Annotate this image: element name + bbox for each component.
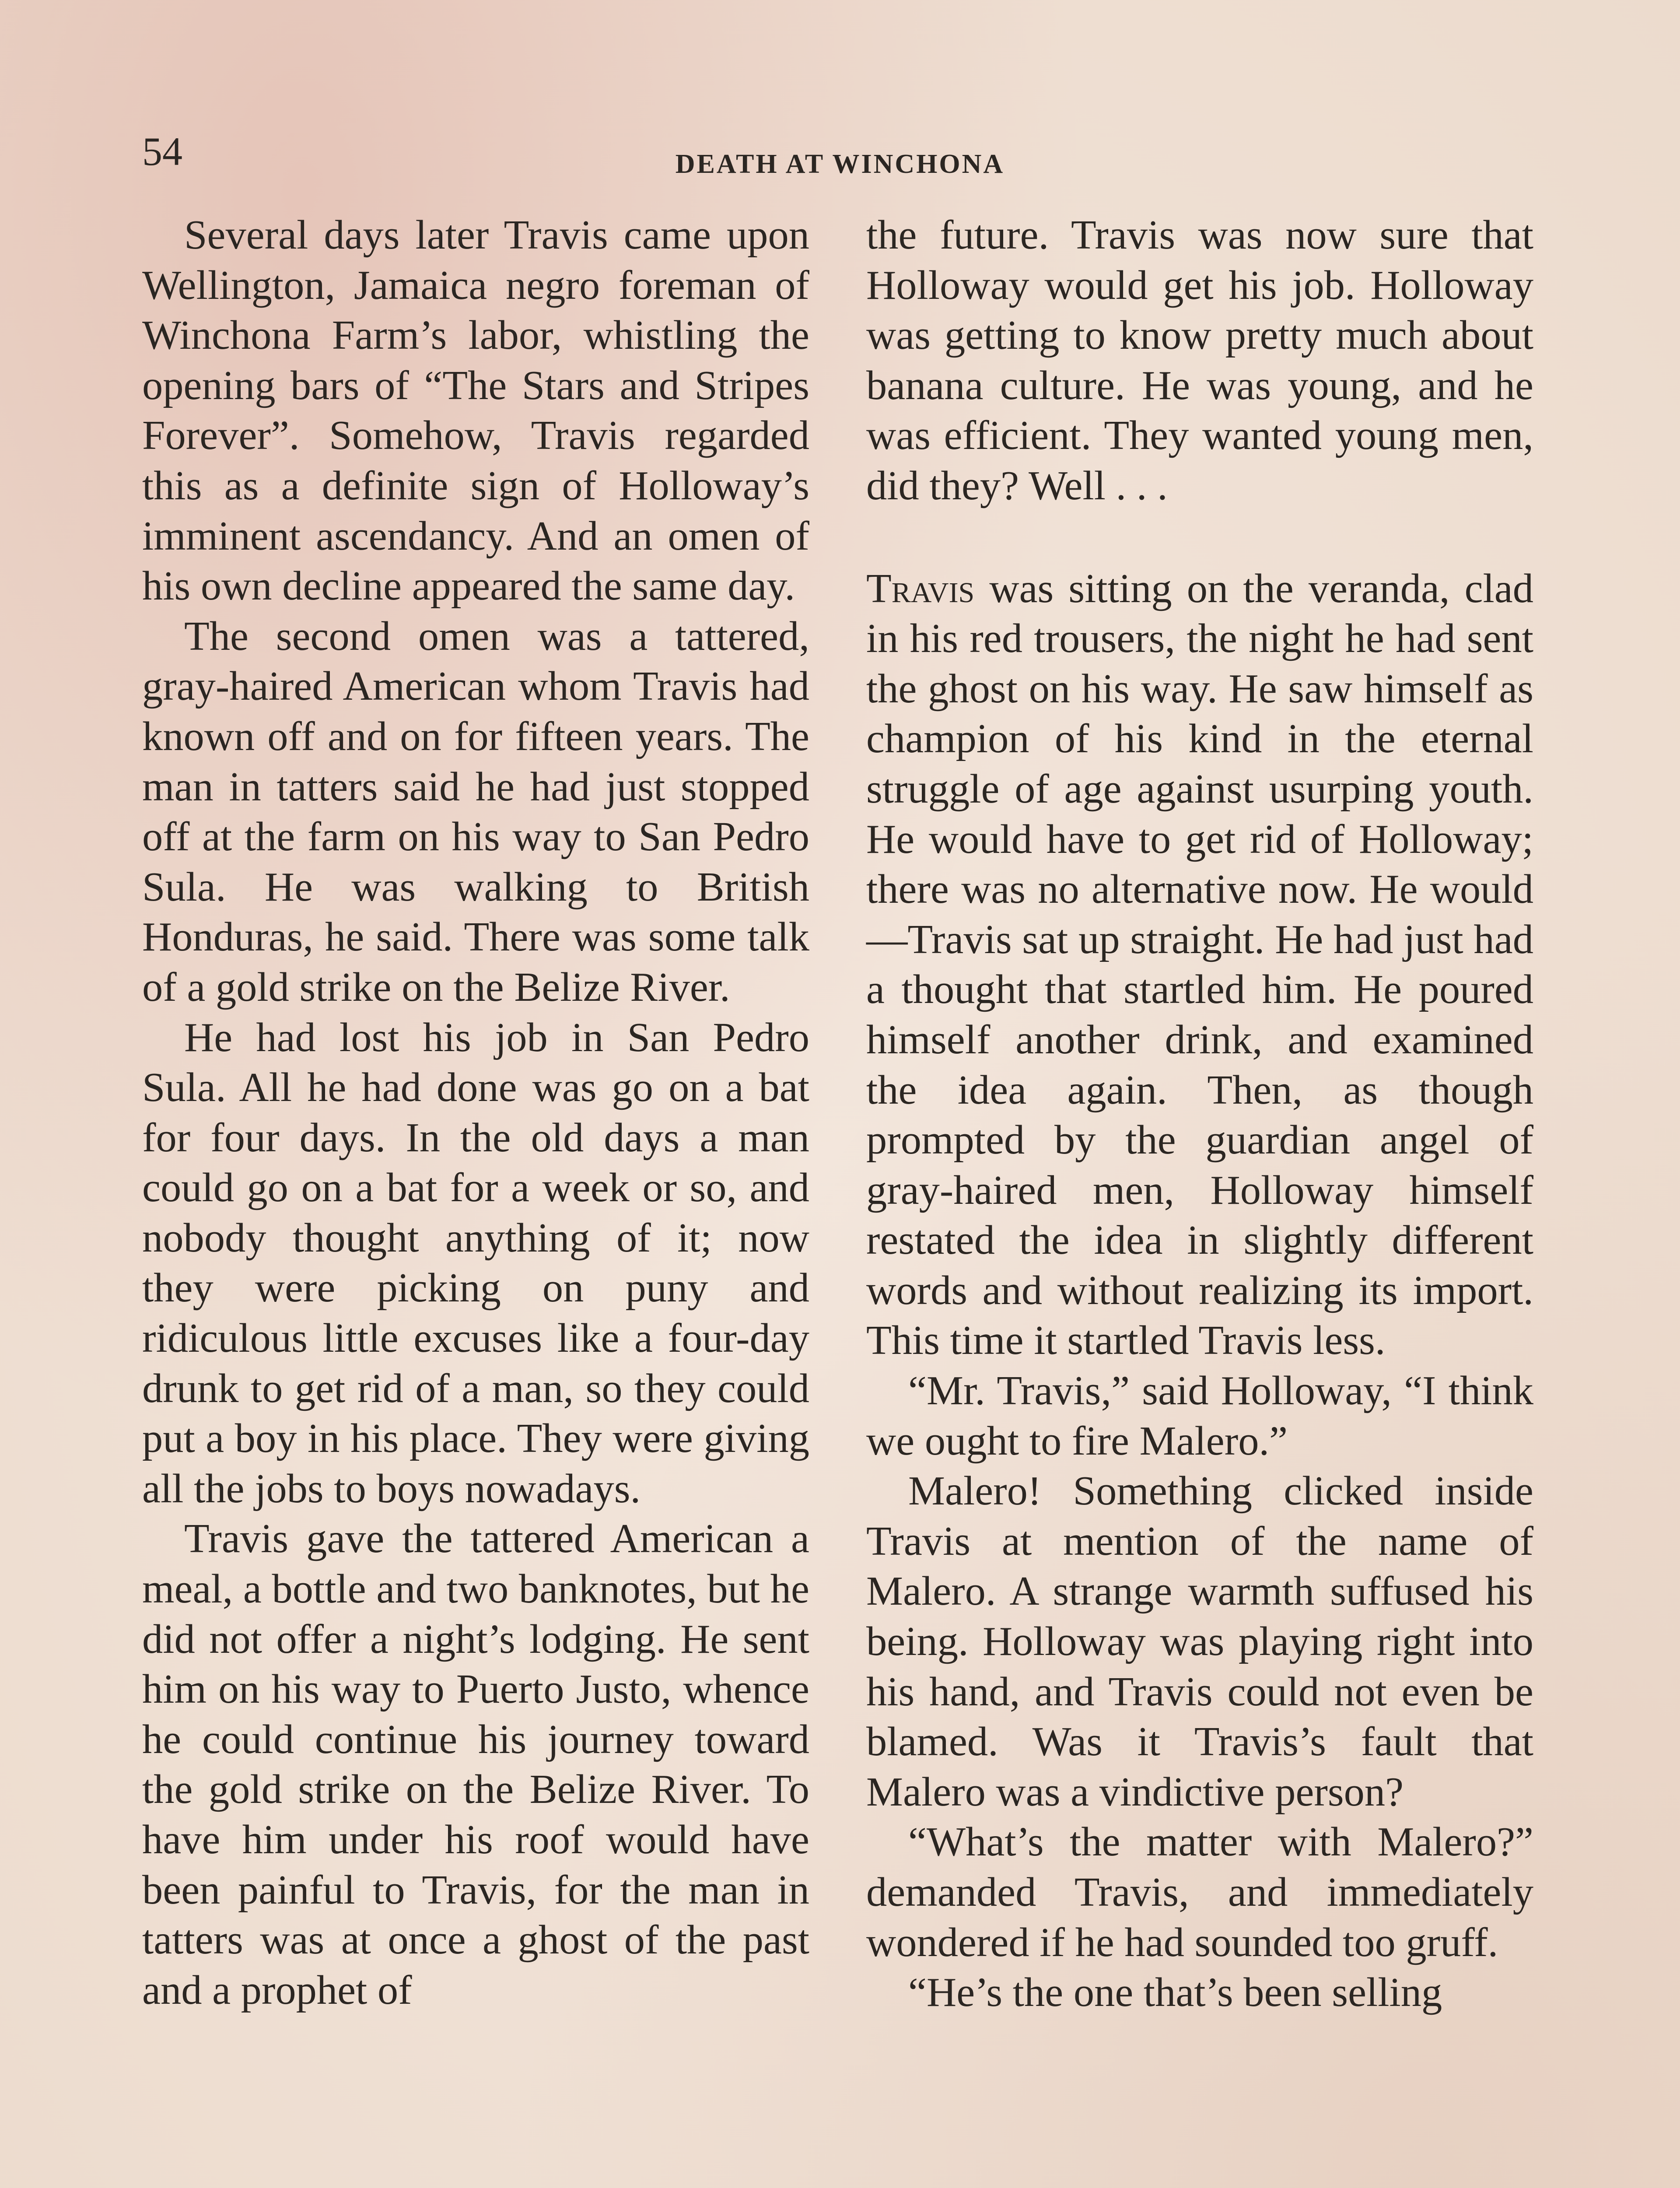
- running-title: DEATH AT WINCHONA: [675, 149, 1005, 179]
- paragraph: the future. Travis was now sure that Holloway would get his job. Holloway was getting to know pretty much about banana culture. He was young, and he was efficient. They wanted young men, did they? Well . . .: [866, 212, 1533, 508]
- section-start-paragraph: [866, 564, 1533, 1366]
- paragraph: “What’s the matter with Malero?” demanded Travis, and immediately wondered if he had sounded too gruff.: [866, 1819, 1533, 1965]
- paragraph: “He’s the one that’s been selling: [908, 1970, 1442, 2016]
- section-text: was sitting on the veranda, clad in his red trousers, the night he had sent the ghost on his way. He saw himself as champion of his kind in the eternal struggle of age against usurping youth. He would have to get rid of Holloway; there was no alternative now. He would —Travis sat up straight. He had just had a thought that startled him. He poured himself another drink, and examined the idea again. Then, as though prompted by the guardian angel of gray-haired men, Holloway himself restated the idea in slightly different words and without realizing its import. This time it startled Travis less.: [866, 565, 1533, 1364]
- paragraph: Malero! Something clicked inside Travis at mention of the name of Malero. A strange warmth suffused his being. Holloway was playing right into his hand, and Travis could not even be blamed. Was it Travis’s fault that Malero was a vindictive person?: [866, 1468, 1533, 1815]
- left-column: [142, 210, 809, 2015]
- paragraph: Travis gave the tattered American a meal, a bottle and two banknotes, but he did not offer a night’s lodging. He sent him on his way to Puerto Justo, whence he could continue his journey toward the gold strike on the Belize River. To have him under his roof would have been painful to Travis, for the man in tatters was at once a ghost of the past and a prophet of: [142, 1516, 809, 2013]
- paragraph: The second omen was a tattered, gray-haired American whom Travis had known off and on for fifteen years. The man in tatters said he had just stopped off at the farm on his way to San Pedro Sula. He was walking to British Honduras, he said. There was some talk of a gold strike on the Belize River.: [142, 613, 809, 1010]
- paragraph: He had lost his job in San Pedro Sula. All he had done was go on a bat for four days. In the old days a man could go on a bat for a week or so, and nobody thought anything of it; now they were picking on puny and ridiculous little excuses like a four-day drunk to get rid of a man, so they could put a boy in his place. They were giving all the jobs to boys nowadays.: [142, 1014, 809, 1511]
- paragraph: Several days later Travis came upon Wellington, Jamaica negro foreman of Winchona Farm’s labor, whistling the opening bars of “The Stars and Stripes Forever”. Somehow, Travis regarded this as a definite sign of Holloway’s imminent ascendancy. And an omen of his own decline appeared the same day.: [142, 212, 809, 609]
- section-lead-word: Travis: [866, 565, 975, 611]
- paragraph: “Mr. Travis,” said Holloway, “I think we ought to fire Malero.”: [866, 1368, 1533, 1464]
- right-column: [866, 210, 1533, 2018]
- page-number: 54: [142, 129, 182, 174]
